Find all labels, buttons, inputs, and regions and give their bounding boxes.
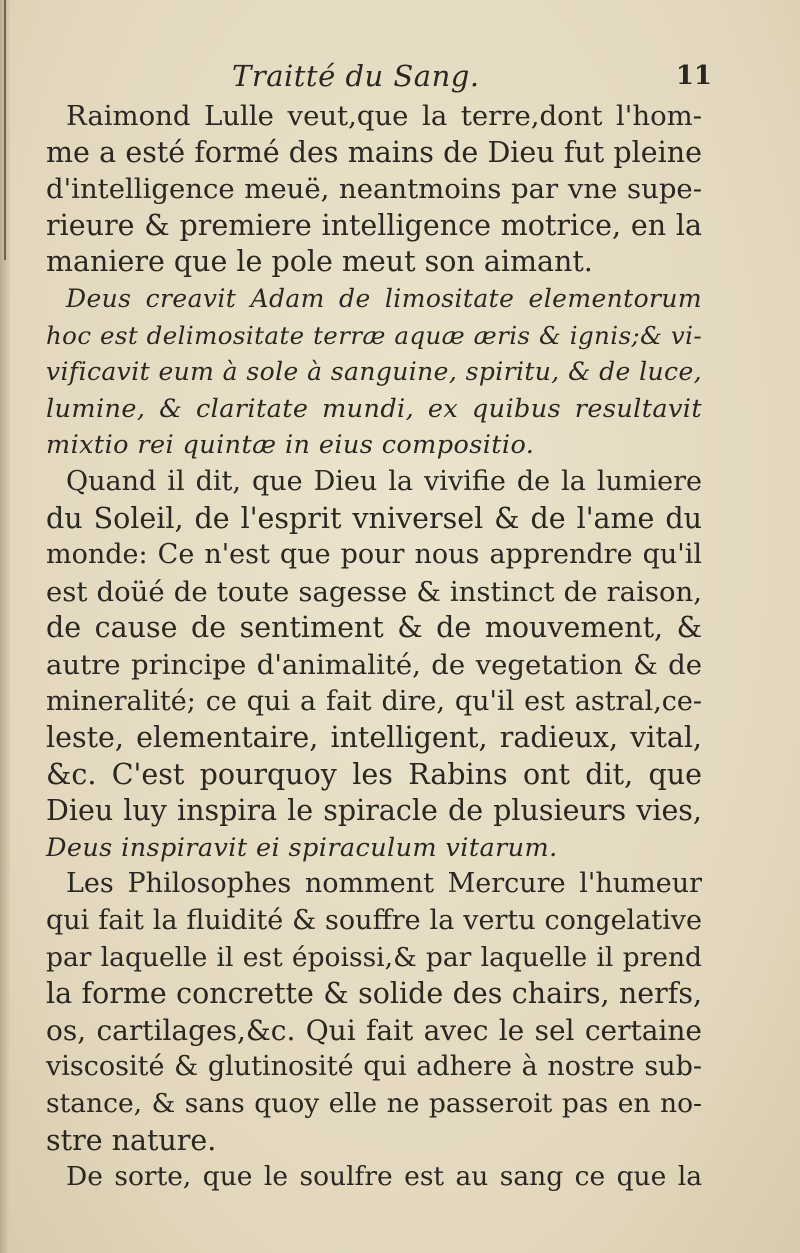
text-line: par laquelle il est époissi,& par laquelle il prend [46, 941, 702, 973]
text-line: Quand il dit, que Dieu la vivifie de la lumiere [66, 465, 702, 497]
text-line: stre nature. [46, 1123, 217, 1157]
body-text [46, 98, 702, 1196]
running-head: Traitté du Sang. [232, 59, 480, 93]
text-line: vificavit eum à sole à sanguine, spiritu, & de luce, [46, 357, 702, 387]
text-line: me a esté formé des mains de Dieu fut pleine [46, 135, 702, 169]
text-line: Raimond Lulle veut,que la terre,dont l'hom- [66, 100, 702, 132]
text-line: os, cartilages,&c. Qui fait avec le sel certaine [46, 1013, 702, 1047]
text-line: rieure & premiere intelligence motrice, en la [46, 208, 702, 242]
latin-quotation-deus-creavit [46, 281, 702, 464]
text-line: maniere que le pole meut son aimant. [46, 245, 593, 279]
text-line: monde: Ce n'est que pour nous apprendre qu'il [46, 539, 702, 571]
text-line: autre principe d'animalité, de vegetation & de [46, 648, 702, 681]
text-line: du Soleil, de l'esprit vniversel & de l'ame du [46, 501, 702, 535]
text-line: Les Philosophes nomment Mercure l'humeur [66, 868, 702, 900]
text-line: lumine, & claritate mundi, ex quibus resultavit [46, 393, 702, 424]
text-line: Deus creavit Adam de limositate elementorum [66, 283, 702, 313]
text-line: De sorte, que le soulfre est au sang ce que la [66, 1161, 702, 1193]
text-line: stance, & sans quoy elle ne passeroit pas en no- [46, 1088, 702, 1120]
paragraph-raimond-lulle [46, 98, 702, 281]
text-line: viscosité & glutinosité qui adhere à nostre sub- [46, 1051, 702, 1083]
text-line: &c. C'est pourquoy les Rabins ont dit, que [46, 757, 702, 791]
text-line: hoc est delimositate terræ aquæ æris & ignis;& vi- [46, 320, 702, 350]
text-line: de cause de sentiment & de mouvement, & [46, 611, 702, 645]
text-line: mixtio rei quintæ in eius compositio. [46, 430, 535, 461]
text-line: est doüé de toute sagesse & instinct de raison, [46, 575, 702, 608]
page-binding-edge [0, 0, 10, 1253]
binding-thread [4, 0, 6, 260]
text-line: qui fait la fluidité & souffre la vertu congelative [46, 905, 702, 937]
text-line: mineralité; ce qui a fait dire, qu'il est astral,ce- [46, 685, 702, 717]
text-line: Deus inspiravit ei spiraculum vitarum. [46, 832, 558, 863]
text-line: d'intelligence meuë, neantmoins par vne supe- [46, 173, 702, 206]
paragraph-quand-il-dit [46, 464, 702, 830]
paragraph-de-sorte [46, 1159, 702, 1196]
page-header [0, 56, 800, 100]
paragraph-les-philosophes [46, 866, 702, 1159]
latin-quotation-deus-inspiravit [46, 830, 702, 867]
text-line: leste, elementaire, intelligent, radieux, vital, [46, 721, 702, 755]
text-line: Dieu luy inspira le spiracle de plusieurs vies, [46, 794, 702, 828]
page-number: 11 [675, 61, 712, 91]
text-line: la forme concrette & solide des chairs, nerfs, [46, 977, 702, 1011]
